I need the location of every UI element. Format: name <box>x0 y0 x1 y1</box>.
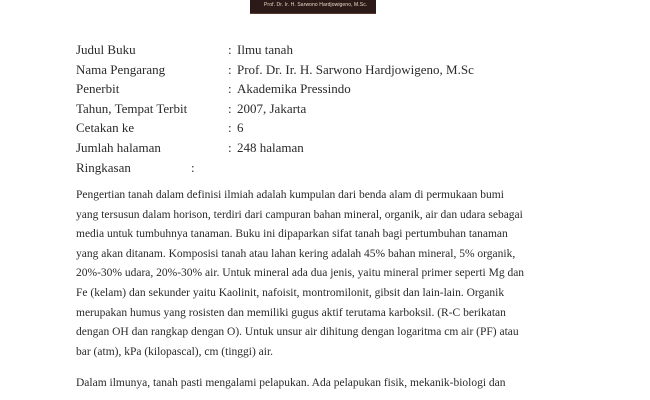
paragraph-line: 20%-30% udara, 20%-30% air. Untuk mineral ada dua jenis, yaitu mineral primer seperti Mg dan <box>76 267 525 280</box>
meta-separator: : <box>228 139 232 155</box>
paragraph-line: media untuk tumbuhnya tanaman. Buku ini dipaparkan sifat tanah bagi pertumbuhan tanaman <box>76 228 508 241</box>
meta-value: 248 halaman <box>237 139 304 155</box>
meta-label: Cetakan ke <box>76 120 135 136</box>
meta-separator: : <box>228 120 232 136</box>
meta-separator: : <box>228 81 232 97</box>
summary-paragraph-1 <box>76 186 596 362</box>
paragraph-line: yang tersusun dalam horison, terdiri dari campuran bahan mineral, organik, air dan udara sebagai <box>76 208 523 221</box>
paragraph-line: Pengertian tanah dalam definisi ilmiah adalah kumpulan dari benda alam di permukaan bumi <box>76 189 504 201</box>
cover-author-caption: Prof. Dr. Ir. H. Sarwono Hardjowigeno, M.Sc. <box>264 2 368 8</box>
meta-value: 2007, Jakarta <box>237 100 307 116</box>
meta-separator: : <box>191 159 195 175</box>
paragraph-line: Fe (kelam) dan sekunder yaitu Kaolinit, nafoisit, montromilonit, gibsit dan lain-lain. Organik <box>76 286 505 299</box>
paragraph-line: dengan OH dan rangkap dengan O). Untuk unsur air dihitung dengan logaritma cm air (PF) atau <box>76 326 519 339</box>
meta-separator: : <box>228 42 232 57</box>
meta-value: Ilmu tanah <box>237 42 293 57</box>
paragraph-line: Dalam ilmunya, tanah pasti mengalami pelapukan. Ada pelapukan fisik, mekanik-biologi dan <box>76 377 506 389</box>
meta-value: Akademika Pressindo <box>237 81 351 97</box>
meta-label: Jumlah halaman <box>76 139 161 155</box>
book-cover-image <box>250 0 376 14</box>
ringkasan-label: Ringkasan <box>76 159 131 175</box>
meta-value: 6 <box>237 120 244 136</box>
meta-separator: : <box>228 100 232 116</box>
meta-value: Prof. Dr. Ir. H. Sarwono Hardjowigeno, M.Sc <box>237 61 474 77</box>
meta-label: Judul Buku <box>76 42 136 57</box>
summary-paragraph-2 <box>76 374 596 394</box>
meta-separator: : <box>228 61 232 77</box>
meta-label: Nama Pengarang <box>76 61 166 77</box>
paragraph-line: bar (atm), kPa (kilopascal), cm (tinggi) air. <box>76 345 274 358</box>
paragraph-line: yang akan ditanam. Komposisi tanah atau lahan kering adalah 45% bahan mineral, 5% organik, <box>76 247 516 260</box>
meta-label: Penerbit <box>76 81 120 97</box>
paragraph-line: merupakan humus yang rosisten dan memiliki gugus aktif terutama karboksil. (R-C berikatan <box>76 306 506 319</box>
meta-label: Tahun, Tempat Terbit <box>76 100 188 116</box>
